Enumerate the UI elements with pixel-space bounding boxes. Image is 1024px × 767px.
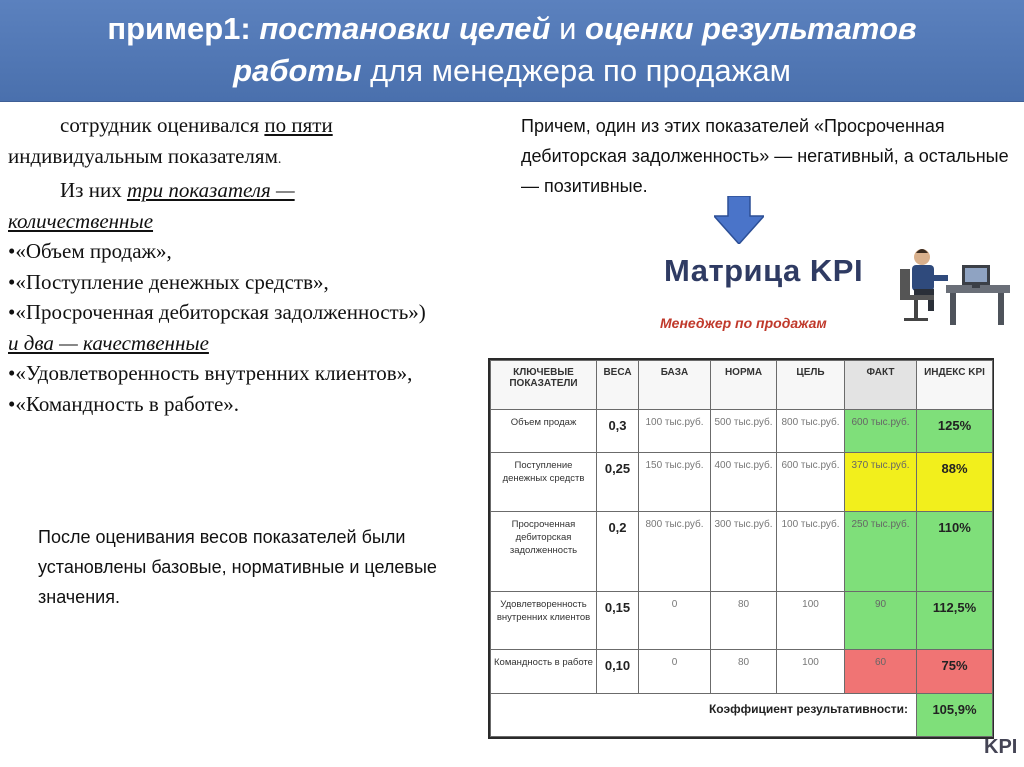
kpi-index: 125% bbox=[917, 410, 993, 453]
paragraph-1-cont bbox=[8, 141, 528, 176]
qualitative-label: и два — качественные bbox=[8, 330, 209, 355]
kpi-logo: KPI bbox=[984, 736, 1018, 758]
title-part: постановки целей bbox=[259, 11, 551, 46]
coefficient-value: 105,9% bbox=[917, 693, 993, 736]
column-header: ИНДЕКС KPI bbox=[917, 361, 993, 410]
kpi-weight: 0,10 bbox=[597, 650, 639, 693]
right-note: Причем, один из этих показателей «Просроченная дебиторская задолженность» — негативный, а остальные — позитивные. bbox=[521, 116, 1009, 196]
bullet-item: •«Поступление денежных средств», bbox=[8, 269, 329, 294]
kpi-norm: 300 тыс.руб. bbox=[711, 511, 777, 591]
manager-at-desk-illustration bbox=[888, 245, 1012, 335]
kpi-weight: 0,25 bbox=[597, 453, 639, 511]
slide-title bbox=[0, 0, 1024, 102]
column-header: КЛЮЧЕВЫЕ ПОКАЗАТЕЛИ bbox=[491, 361, 597, 410]
kpi-matrix-title: Матрица KPI bbox=[664, 253, 864, 288]
kpi-fact: 90 bbox=[845, 591, 917, 649]
text: сотрудник оценивался bbox=[60, 113, 265, 137]
kpi-matrix-subtitle: Менеджер по продажам bbox=[660, 315, 827, 331]
kpi-goal: 100 bbox=[777, 650, 845, 693]
table-row bbox=[491, 453, 993, 511]
kpi-name: Просроченная дебиторская задолженность bbox=[491, 511, 597, 591]
title-part: оценки результатов bbox=[585, 11, 917, 46]
bullet-item: •«Командность в работе». bbox=[8, 391, 240, 416]
kpi-base: 0 bbox=[639, 650, 711, 693]
kpi-goal: 600 тыс.руб. bbox=[777, 453, 845, 511]
title-line-1 bbox=[0, 8, 1024, 50]
table-row bbox=[491, 650, 993, 693]
table-row bbox=[491, 511, 993, 591]
column-header: ВЕСА bbox=[597, 361, 639, 410]
title-part: и bbox=[550, 11, 586, 46]
quantitative-label: количественные bbox=[8, 208, 154, 233]
bullet-item: •«Просроченная дебиторская задолженность») bbox=[8, 300, 426, 324]
column-header: БАЗА bbox=[639, 361, 711, 410]
kpi-index: 112,5% bbox=[917, 591, 993, 649]
text-italic-underlined: три показателя — bbox=[126, 178, 295, 202]
kpi-weight: 0,15 bbox=[597, 591, 639, 649]
kpi-base: 800 тыс.руб. bbox=[639, 511, 711, 591]
kpi-norm: 400 тыс.руб. bbox=[711, 453, 777, 511]
kpi-base: 150 тыс.руб. bbox=[639, 453, 711, 511]
left-text-block bbox=[8, 110, 528, 419]
table-row bbox=[491, 410, 993, 453]
kpi-fact: 250 тыс.руб. bbox=[845, 511, 917, 591]
table-header-row bbox=[491, 361, 993, 410]
coefficient-label: Коэффициент результативности: bbox=[491, 693, 917, 736]
title-line-2 bbox=[0, 50, 1024, 92]
kpi-norm: 80 bbox=[711, 650, 777, 693]
kpi-fact: 600 тыс.руб. bbox=[845, 410, 917, 453]
kpi-goal: 100 bbox=[777, 591, 845, 649]
kpi-norm: 500 тыс.руб. bbox=[711, 410, 777, 453]
arrow-down-icon bbox=[714, 196, 764, 244]
kpi-weight: 0,2 bbox=[597, 511, 639, 591]
kpi-base: 0 bbox=[639, 591, 711, 649]
column-header: ФАКТ bbox=[845, 361, 917, 410]
table-row bbox=[491, 591, 993, 649]
kpi-matrix-table bbox=[488, 358, 994, 739]
kpi-norm: 80 bbox=[711, 591, 777, 649]
kpi-index: 75% bbox=[917, 650, 993, 693]
kpi-name: Поступление денежных средств bbox=[491, 453, 597, 511]
text: . bbox=[277, 151, 282, 167]
paragraph-1 bbox=[8, 110, 528, 141]
column-header: НОРМА bbox=[711, 361, 777, 410]
kpi-name: Удовлетворенность внутренних клиентов bbox=[491, 591, 597, 649]
kpi-goal: 800 тыс.руб. bbox=[777, 410, 845, 453]
title-part: пример1: bbox=[107, 11, 260, 46]
text: индивидуальным показателям bbox=[8, 143, 278, 168]
kpi-name: Объем продаж bbox=[491, 410, 597, 453]
column-header: ЦЕЛЬ bbox=[777, 361, 845, 410]
bullet-item: •«Удовлетворенность внутренних клиентов», bbox=[8, 361, 413, 385]
title-part: работы bbox=[233, 53, 362, 88]
kpi-name: Командность в работе bbox=[491, 650, 597, 693]
kpi-index: 110% bbox=[917, 511, 993, 591]
kpi-base: 100 тыс.руб. bbox=[639, 410, 711, 453]
kpi-index: 88% bbox=[917, 453, 993, 511]
title-part: для менеджера по продажам bbox=[361, 53, 791, 88]
kpi-goal: 100 тыс.руб. bbox=[777, 511, 845, 591]
paragraph-2 bbox=[8, 175, 528, 206]
bullet-item: •«Объем продаж», bbox=[8, 239, 172, 263]
kpi-weight: 0,3 bbox=[597, 410, 639, 453]
text: Из них bbox=[60, 178, 127, 202]
text-underlined: по пяти bbox=[264, 113, 333, 137]
kpi-fact: 60 bbox=[845, 650, 917, 693]
bottom-note: После оценивания весов показателей были установлены базовые, нормативные и целевые значения. bbox=[38, 527, 437, 607]
table-total-row bbox=[491, 693, 993, 736]
kpi-fact: 370 тыс.руб. bbox=[845, 453, 917, 511]
